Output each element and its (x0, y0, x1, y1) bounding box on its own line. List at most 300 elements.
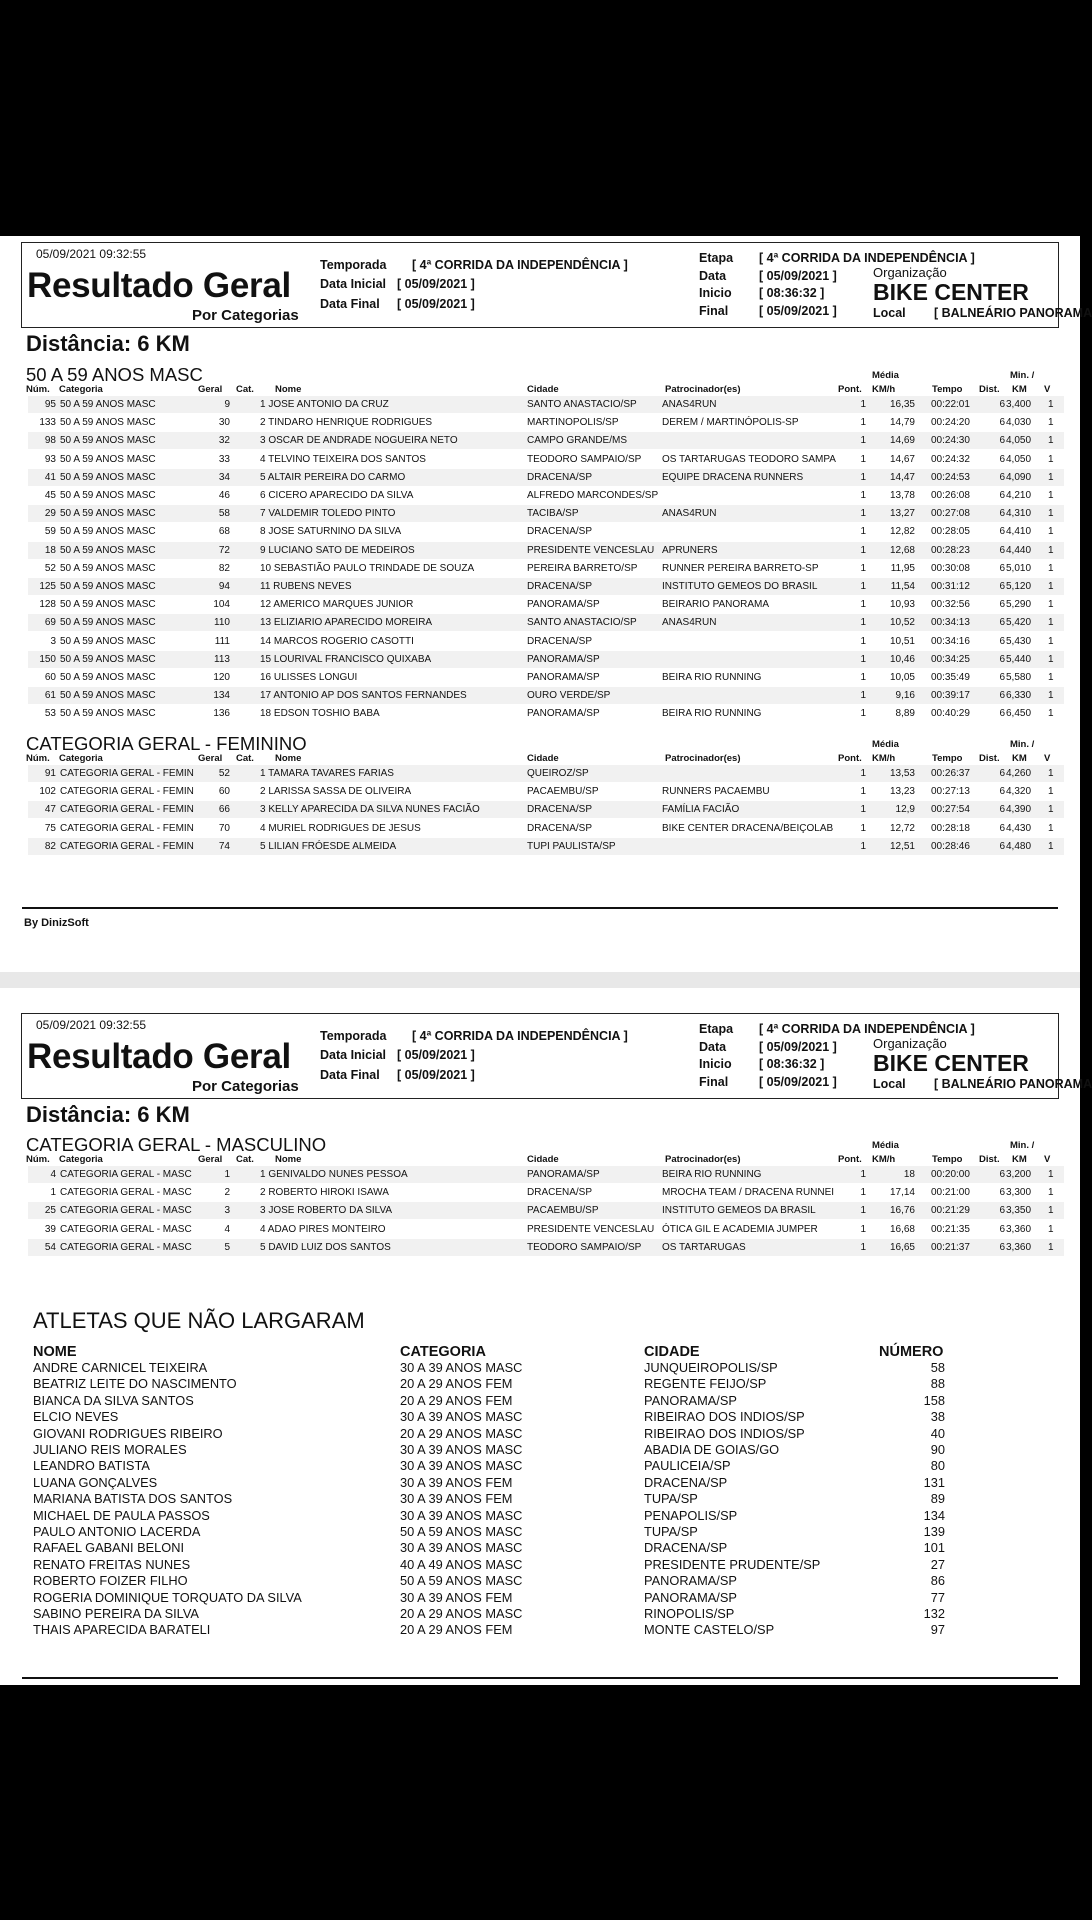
cell-categoria: CATEGORIA GERAL - FEMIN (60, 768, 194, 779)
cell-pont: 1 (860, 581, 866, 592)
cell-dist: 6 (999, 840, 1005, 852)
dns-numero: 101 (923, 1540, 945, 1556)
table-row[interactable] (28, 523, 1064, 540)
organizacao-value: BIKE CENTER (873, 1050, 1029, 1076)
col-header-v: V (1044, 753, 1051, 764)
cell-pont: 1 (860, 786, 866, 798)
etapa-value: [ 4ª CORRIDA DA INDEPENDÊNCIA ] (759, 1022, 975, 1036)
cell-pont: 1 (860, 1187, 866, 1199)
cell-patrocinador: FAMÍLIA FACIÃO (662, 804, 740, 816)
dns-header-numero: NÚMERO (879, 1344, 944, 1360)
cell-pont: 1 (860, 1241, 866, 1253)
inicio-label: Inicio (699, 1057, 732, 1071)
cell-minkm: 3,300 (1006, 1187, 1032, 1199)
cell-nome: 11 RUBENS NEVES (260, 581, 352, 592)
cell-cidade: TACIBA/SP (527, 508, 579, 520)
cell-patrocinador: INSTITUTO GEMEOS DO BRASIL (662, 581, 818, 592)
cell-categoria: CATEGORIA GERAL - MASC (60, 1187, 192, 1199)
cell-geral: 60 (218, 786, 230, 798)
table-row[interactable] (28, 596, 1064, 613)
cell-v: 1 (1048, 768, 1054, 779)
cell-v: 1 (1048, 435, 1054, 447)
cell-minkm: 4,410 (1006, 526, 1032, 538)
cell-minkm: 5,290 (1006, 599, 1032, 611)
cell-num: 60 (44, 672, 56, 683)
cell-geral: 9 (224, 399, 230, 410)
cell-num: 59 (44, 526, 56, 538)
cell-categoria: CATEGORIA GERAL - FEMIN (60, 822, 194, 834)
cell-num: 29 (44, 508, 56, 520)
cell-tempo: 00:39:17 (931, 690, 970, 702)
table-row[interactable] (28, 820, 1064, 837)
table-row[interactable] (28, 651, 1064, 668)
dns-list-item[interactable] (0, 1491, 1080, 1507)
cell-pont: 1 (860, 672, 866, 683)
cell-categoria: 50 A 59 ANOS MASC (60, 581, 156, 592)
data-inicial-value: [ 05/09/2021 ] (397, 1048, 475, 1062)
cell-tempo: 00:34:16 (931, 635, 970, 647)
dns-nome: SABINO PEREIRA DA SILVA (33, 1606, 199, 1621)
cell-kmh: 13,23 (889, 786, 915, 798)
cell-kmh: 14,79 (889, 417, 915, 429)
dns-numero: 86 (930, 1573, 945, 1589)
dns-cidade: JUNQUEIROPOLIS/SP (644, 1360, 778, 1375)
cell-minkm: 4,480 (1006, 840, 1032, 852)
cell-categoria: 50 A 59 ANOS MASC (60, 653, 156, 665)
cell-tempo: 00:40:29 (931, 708, 970, 720)
table-row[interactable] (28, 669, 1064, 686)
cell-v: 1 (1048, 786, 1054, 798)
cell-nome: 2 TINDARO HENRIQUE RODRIGUES (260, 417, 433, 429)
dns-categoria: 20 A 29 ANOS FEM (400, 1392, 513, 1408)
dns-nome: GIOVANI RODRIGUES RIBEIRO (33, 1425, 223, 1441)
dns-numero: 27 (930, 1556, 945, 1572)
cell-num: 150 (39, 653, 56, 665)
col-header-km: KM (1012, 1154, 1027, 1165)
table-row[interactable] (28, 765, 1064, 782)
cell-categoria: 50 A 59 ANOS MASC (60, 544, 156, 556)
dns-categoria: 30 A 39 ANOS FEM (400, 1589, 513, 1605)
dns-nome: THAIS APARECIDA BARATELI (33, 1622, 211, 1638)
dns-cidade: PAULICEIA/SP (644, 1458, 731, 1474)
cell-cidade: PANORAMA/SP (527, 708, 600, 720)
distance-heading: Distância: 6 KM (26, 331, 190, 356)
cell-kmh: 12,68 (889, 544, 915, 556)
table-row[interactable] (28, 614, 1064, 631)
cell-cidade: DRACENA/SP (527, 471, 593, 483)
cell-kmh: 10,52 (889, 617, 915, 629)
col-header-kmh: KM/h (872, 384, 896, 395)
dns-numero: 88 (930, 1376, 945, 1392)
cell-dist: 6 (999, 417, 1005, 429)
dns-numero: 40 (930, 1425, 945, 1441)
dns-nome: ANDRE CARNICEL TEIXEIRA (33, 1360, 208, 1375)
cell-tempo: 00:34:13 (931, 617, 970, 629)
cell-num: 47 (44, 804, 56, 816)
cell-tempo: 00:26:37 (931, 768, 970, 779)
local-label: Local (873, 1077, 906, 1091)
cell-nome: 18 EDSON TOSHIO BABA (260, 708, 380, 720)
cell-pont: 1 (860, 526, 866, 538)
dns-list-item[interactable] (0, 1573, 1080, 1589)
final-value: [ 05/09/2021 ] (759, 1075, 837, 1089)
cell-categoria: CATEGORIA GERAL - MASC (60, 1205, 192, 1217)
cell-dist: 6 (999, 708, 1005, 720)
cell-tempo: 00:35:49 (931, 672, 970, 683)
table-row[interactable] (28, 1221, 1064, 1238)
col-header-num: Núm. (26, 753, 50, 764)
cell-v: 1 (1048, 417, 1054, 429)
table-row[interactable] (28, 505, 1064, 522)
table-row[interactable] (28, 414, 1064, 431)
cell-tempo: 00:20:00 (931, 1169, 970, 1180)
cell-nome: 1 JOSE ANTONIO DA CRUZ (260, 399, 389, 410)
table-row[interactable] (28, 487, 1064, 504)
col-header-num: Núm. (26, 1154, 50, 1165)
table-row[interactable] (28, 705, 1064, 722)
dns-list-item[interactable] (0, 1426, 1080, 1442)
dns-numero: 139 (923, 1524, 945, 1539)
dns-list-item[interactable] (0, 1606, 1080, 1622)
table-row[interactable] (28, 633, 1064, 650)
col-media-label: Média (872, 370, 899, 381)
cell-nome: 3 KELLY APARECIDA DA SILVA NUNES FACIÃO (260, 804, 480, 816)
cell-patrocinador: BEIRA RIO RUNNING (662, 672, 762, 683)
cell-kmh: 16,35 (889, 399, 915, 410)
cell-geral: 1 (224, 1169, 230, 1180)
dns-list-item[interactable] (0, 1524, 1080, 1540)
table-row[interactable] (28, 1202, 1064, 1219)
cell-kmh: 10,05 (889, 672, 915, 683)
cell-tempo: 00:32:56 (931, 599, 970, 611)
cell-cidade: PANORAMA/SP (527, 1169, 600, 1180)
cell-tempo: 00:27:13 (931, 786, 970, 798)
cell-dist: 6 (999, 581, 1005, 592)
dns-numero: 158 (923, 1392, 945, 1408)
col-header-patrocinador: Patrocinador(es) (665, 1154, 741, 1165)
cell-kmh: 8,89 (895, 708, 915, 720)
data-inicial-value: [ 05/09/2021 ] (397, 277, 475, 291)
dns-header-categoria: CATEGORIA (400, 1344, 486, 1360)
cell-v: 1 (1048, 672, 1054, 683)
col-min-label: Min. / (1010, 1140, 1035, 1151)
cell-geral: 110 (214, 617, 230, 629)
cell-tempo: 00:24:53 (931, 471, 970, 483)
dns-categoria: 20 A 29 ANOS MASC (400, 1606, 523, 1621)
cell-minkm: 5,430 (1006, 635, 1032, 647)
cell-num: 45 (44, 490, 56, 501)
cell-pont: 1 (860, 471, 866, 483)
cell-kmh: 12,9 (895, 804, 915, 816)
report-title: Resultado Geral (27, 1037, 291, 1076)
cell-v: 1 (1048, 653, 1054, 665)
local-label: Local (873, 306, 906, 320)
dns-cidade: DRACENA/SP (644, 1474, 728, 1490)
cell-nome: 1 TAMARA TAVARES FARIAS (260, 768, 394, 779)
cell-v: 1 (1048, 599, 1054, 611)
cell-geral: 113 (214, 653, 230, 665)
dns-nome: ROGERIA DOMINIQUE TORQUATO DA SILVA (33, 1589, 302, 1605)
table-row[interactable] (28, 1184, 1064, 1201)
cell-num: 18 (44, 544, 56, 556)
dns-numero: 89 (930, 1491, 945, 1507)
dns-list-item[interactable] (0, 1590, 1080, 1606)
cell-kmh: 14,69 (889, 435, 915, 447)
cell-patrocinador: BIKE CENTER DRACENA/BEIÇOLAB (662, 822, 834, 834)
cell-dist: 6 (999, 562, 1005, 574)
cell-pont: 1 (860, 653, 866, 665)
section-title: 50 A 59 ANOS MASC (26, 364, 203, 385)
table-row[interactable] (28, 1239, 1064, 1256)
cell-minkm: 4,210 (1006, 490, 1032, 501)
cell-categoria: 50 A 59 ANOS MASC (60, 635, 156, 647)
dns-categoria: 30 A 39 ANOS FEM (400, 1491, 513, 1507)
dns-header-cidade: CIDADE (644, 1344, 700, 1360)
table-row[interactable] (28, 560, 1064, 577)
cell-tempo: 00:28:05 (931, 526, 970, 538)
cell-nome: 16 ULISSES LONGUI (260, 672, 358, 683)
table-row[interactable] (28, 687, 1064, 704)
dns-cidade: PANORAMA/SP (644, 1589, 737, 1605)
dns-list-item[interactable] (0, 1622, 1080, 1638)
table-row[interactable] (28, 451, 1064, 468)
cell-dist: 6 (999, 635, 1005, 647)
cell-tempo: 00:21:00 (931, 1187, 970, 1199)
cell-pont: 1 (860, 690, 866, 702)
dns-categoria: 30 A 39 ANOS MASC (400, 1458, 523, 1474)
dns-list-item[interactable] (0, 1458, 1080, 1474)
dns-cidade: RIBEIRAO DOS INDIOS/SP (644, 1409, 805, 1425)
cell-nome: 4 TELVINO TEIXEIRA DOS SANTOS (260, 453, 426, 465)
cell-num: 3 (50, 635, 56, 647)
cell-pont: 1 (860, 617, 866, 629)
cell-tempo: 00:27:54 (931, 804, 970, 816)
cell-dist: 6 (999, 1205, 1005, 1217)
col-header-dist: Dist. (979, 384, 1000, 395)
cell-dist: 6 (999, 1169, 1005, 1180)
cell-cidade: ALFREDO MARCONDES/SP (527, 490, 659, 501)
cell-dist: 6 (999, 653, 1005, 665)
cell-cidade: TEODORO SAMPAIO/SP (527, 453, 642, 465)
table-row[interactable] (28, 838, 1064, 855)
dns-list-item[interactable] (0, 1393, 1080, 1409)
col-header-categoria: Categoria (59, 753, 103, 764)
cell-dist: 6 (999, 804, 1005, 816)
dns-list-item[interactable] (0, 1409, 1080, 1425)
cell-nome: 5 LILIAN FRÓESDE ALMEIDA (260, 840, 397, 852)
table-row[interactable] (28, 469, 1064, 486)
dns-cidade: TUPA/SP (644, 1524, 698, 1539)
cell-kmh: 13,78 (889, 490, 915, 501)
cell-minkm: 4,320 (1006, 786, 1032, 798)
cell-num: 98 (44, 435, 56, 447)
dns-nome: LUANA GONÇALVES (33, 1474, 158, 1490)
cell-pont: 1 (860, 508, 866, 520)
cell-cidade: PANORAMA/SP (527, 653, 600, 665)
cell-categoria: 50 A 59 ANOS MASC (60, 617, 156, 629)
dns-cidade: MONTE CASTELO/SP (644, 1622, 775, 1638)
table-row[interactable] (28, 1166, 1064, 1183)
dns-cidade: PANORAMA/SP (644, 1573, 737, 1589)
temporada-value: [ 4ª CORRIDA DA INDEPENDÊNCIA ] (412, 258, 628, 272)
cell-kmh: 10,51 (889, 635, 915, 647)
cell-num: 25 (44, 1205, 56, 1217)
cell-minkm: 5,420 (1006, 617, 1032, 629)
dns-list-item[interactable] (0, 1557, 1080, 1573)
dns-list-item[interactable] (0, 1508, 1080, 1524)
cell-tempo: 00:31:12 (931, 581, 970, 592)
table-row[interactable] (28, 432, 1064, 449)
dns-categoria: 30 A 39 ANOS FEM (400, 1474, 513, 1490)
dns-numero: 132 (923, 1606, 945, 1621)
cell-dist: 6 (999, 822, 1005, 834)
cell-geral: 72 (218, 544, 230, 556)
cell-tempo: 00:26:08 (931, 490, 970, 501)
cell-kmh: 10,93 (889, 599, 915, 611)
table-row[interactable] (28, 801, 1064, 818)
cell-dist: 6 (999, 490, 1005, 501)
cell-patrocinador: DEREM / MARTINÓPOLIS-SP (662, 417, 799, 429)
dns-list-item[interactable] (0, 1376, 1080, 1392)
col-header-dist: Dist. (979, 753, 1000, 764)
data-inicial-label: Data Inicial (320, 1048, 386, 1062)
cell-pont: 1 (860, 635, 866, 647)
cell-categoria: 50 A 59 ANOS MASC (60, 399, 156, 410)
cell-patrocinador: INSTITUTO GEMEOS DA BRASIL (662, 1205, 816, 1217)
dns-header-nome: NOME (33, 1344, 77, 1360)
cell-minkm: 4,030 (1006, 417, 1032, 429)
cell-cidade: MARTINOPOLIS/SP (527, 417, 619, 429)
cell-v: 1 (1048, 1169, 1054, 1180)
data-label: Data (699, 269, 727, 283)
cell-dist: 6 (999, 453, 1005, 465)
dns-categoria: 50 A 59 ANOS MASC (400, 1573, 523, 1589)
section-title: CATEGORIA GERAL - FEMININO (26, 733, 307, 754)
col-header-nome: Nome (275, 384, 302, 395)
col-header-num: Núm. (26, 384, 50, 395)
cell-num: 75 (44, 822, 56, 834)
cell-tempo: 00:24:30 (931, 435, 970, 447)
cell-cidade: DRACENA/SP (527, 635, 593, 647)
cell-pont: 1 (860, 490, 866, 501)
cell-cidade: PACAEMBU/SP (527, 1205, 599, 1217)
cell-minkm: 3,200 (1006, 1169, 1032, 1180)
etapa-label: Etapa (699, 1022, 734, 1036)
cell-geral: 94 (218, 581, 230, 592)
dns-categoria: 20 A 29 ANOS FEM (400, 1376, 513, 1392)
table-row[interactable] (28, 542, 1064, 559)
cell-categoria: CATEGORIA GERAL - FEMIN (60, 786, 194, 798)
cell-nome: 3 JOSE ROBERTO DA SILVA (260, 1205, 393, 1217)
cell-nome: 4 ADAO PIRES MONTEIRO (260, 1223, 386, 1235)
temporada-label: Temporada (320, 258, 387, 272)
cell-nome: 14 MARCOS ROGERIO CASOTTI (260, 635, 414, 647)
cell-geral: 58 (218, 508, 230, 520)
cell-cidade: QUEIROZ/SP (527, 768, 589, 779)
cell-geral: 52 (218, 768, 230, 779)
cell-num: 133 (39, 417, 56, 429)
cell-nome: 3 OSCAR DE ANDRADE NOGUEIRA NETO (260, 435, 458, 447)
cell-num: 52 (44, 562, 56, 574)
dns-categoria: 30 A 39 ANOS MASC (400, 1507, 523, 1523)
dns-categoria: 20 A 29 ANOS MASC (400, 1425, 523, 1441)
report-subtitle: Por Categorias (192, 307, 299, 324)
cell-geral: 120 (213, 672, 230, 683)
cell-categoria: 50 A 59 ANOS MASC (60, 708, 156, 720)
cell-minkm: 4,390 (1006, 804, 1032, 816)
dns-list-item[interactable] (0, 1475, 1080, 1491)
cell-v: 1 (1048, 840, 1054, 852)
data-inicial-label: Data Inicial (320, 277, 386, 291)
dns-list-item[interactable] (0, 1442, 1080, 1458)
cell-dist: 6 (999, 768, 1005, 779)
cell-minkm: 4,310 (1006, 508, 1032, 520)
cell-v: 1 (1048, 635, 1054, 647)
cell-minkm: 4,430 (1006, 822, 1032, 834)
table-row[interactable] (28, 396, 1064, 413)
cell-v: 1 (1048, 399, 1054, 410)
col-header-geral: Geral (198, 1154, 223, 1165)
dns-categoria: 30 A 39 ANOS MASC (400, 1442, 523, 1457)
cell-cidade: PRESIDENTE VENCESLAU (527, 1223, 655, 1235)
col-header-dist: Dist. (979, 1154, 1000, 1165)
cell-num: 53 (44, 708, 56, 720)
cell-v: 1 (1048, 804, 1054, 816)
col-header-cat: Cat. (236, 384, 254, 395)
cell-pont: 1 (860, 768, 866, 779)
dns-list-item[interactable] (0, 1360, 1080, 1376)
dns-list-item[interactable] (0, 1540, 1080, 1556)
cell-tempo: 00:34:25 (931, 653, 970, 665)
cell-geral: 3 (224, 1205, 230, 1217)
cell-tempo: 00:28:46 (931, 840, 970, 852)
dns-nome: BIANCA DA SILVA SANTOS (33, 1392, 194, 1408)
cell-v: 1 (1048, 1205, 1054, 1217)
table-row[interactable] (28, 783, 1064, 800)
cell-patrocinador: BEIRARIO PANORAMA (662, 599, 770, 611)
cell-dist: 6 (999, 508, 1005, 520)
cell-categoria: 50 A 59 ANOS MASC (60, 453, 156, 465)
cell-kmh: 18 (903, 1169, 915, 1180)
dns-cidade: PENAPOLIS/SP (644, 1507, 738, 1523)
table-row[interactable] (28, 578, 1064, 595)
cell-dist: 6 (999, 599, 1005, 611)
cell-kmh: 14,67 (889, 453, 915, 465)
report-title: Resultado Geral (27, 266, 291, 305)
cell-minkm: 5,010 (1006, 562, 1032, 574)
col-media-label: Média (872, 739, 899, 750)
cell-dist: 6 (999, 1223, 1005, 1235)
cell-categoria: CATEGORIA GERAL - MASC (60, 1241, 192, 1253)
cell-v: 1 (1048, 822, 1054, 834)
cell-nome: 10 SEBASTIÃO PAULO TRINDADE DE SOUZA (260, 562, 475, 574)
cell-num: 1 (50, 1187, 56, 1199)
cell-num: 95 (44, 399, 56, 410)
cell-num: 91 (44, 768, 56, 779)
cell-cidade: PACAEMBU/SP (527, 786, 599, 798)
cell-cidade: OURO VERDE/SP (527, 690, 611, 702)
cell-cidade: SANTO ANASTACIO/SP (527, 617, 637, 629)
col-header-geral: Geral (198, 384, 223, 395)
cell-pont: 1 (860, 1169, 866, 1180)
cell-nome: 12 AMERICO MARQUES JUNIOR (260, 599, 414, 611)
cell-categoria: 50 A 59 ANOS MASC (60, 471, 156, 483)
cell-categoria: CATEGORIA GERAL - MASC (60, 1169, 192, 1180)
cell-categoria: 50 A 59 ANOS MASC (60, 490, 156, 501)
cell-tempo: 00:24:32 (931, 453, 970, 465)
cell-kmh: 13,53 (889, 768, 915, 779)
cell-nome: 9 LUCIANO SATO DE MEDEIROS (260, 544, 415, 556)
